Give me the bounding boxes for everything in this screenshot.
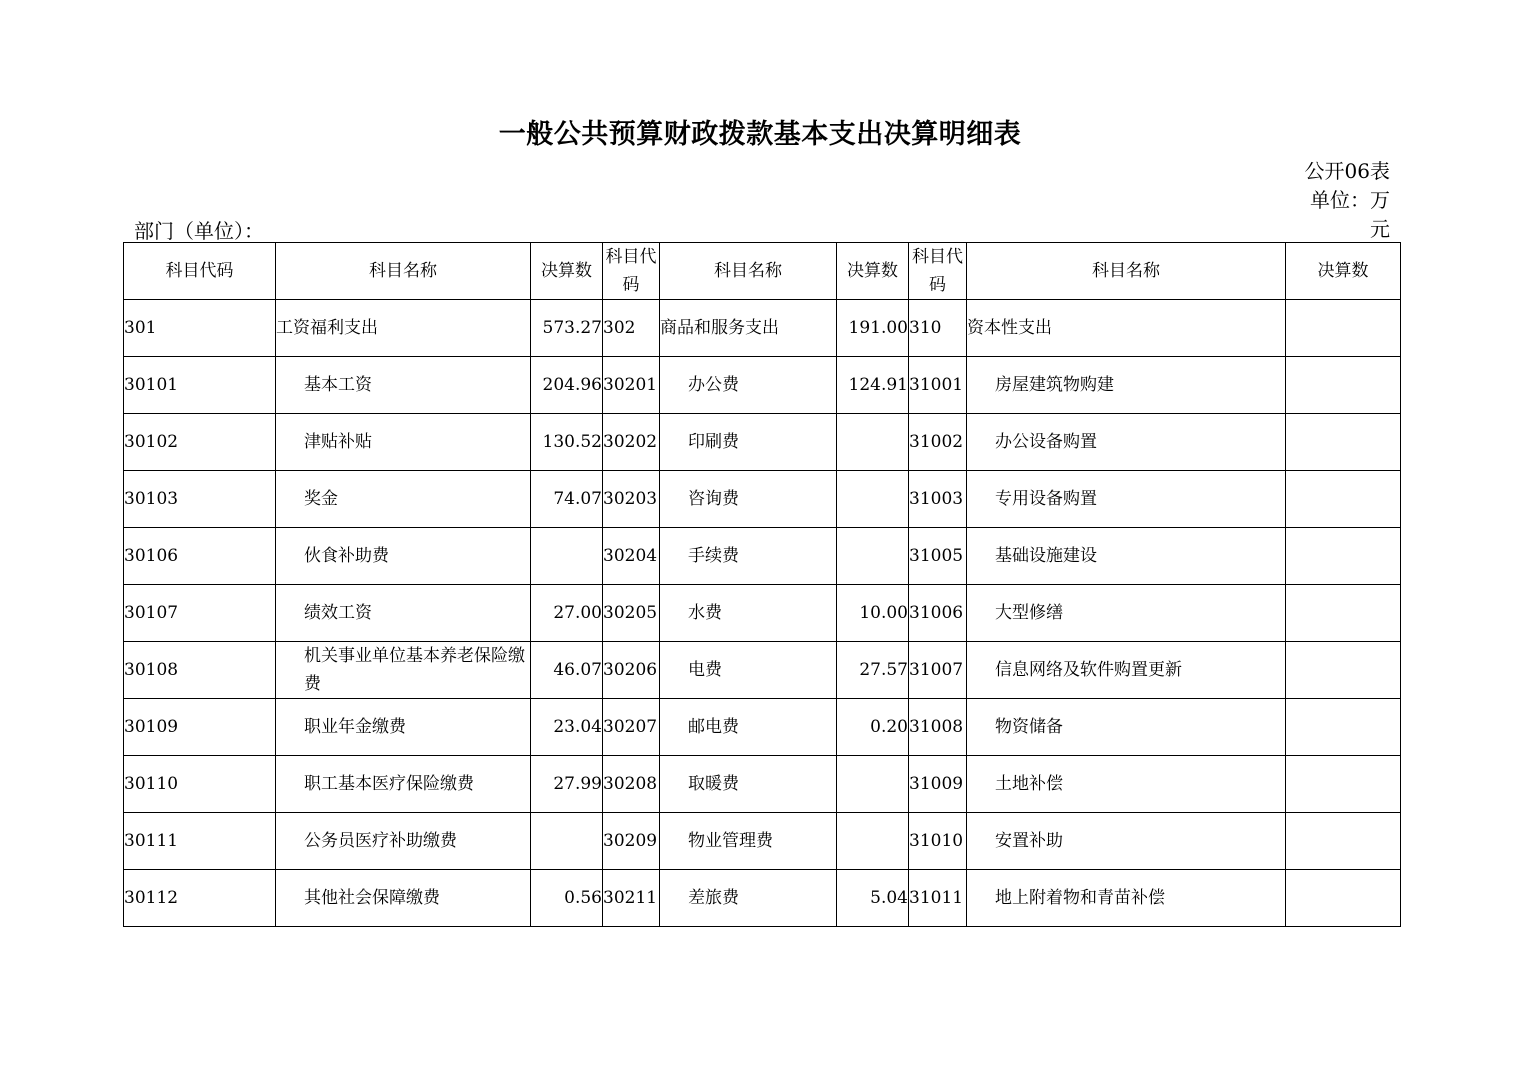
header-code: 科目代码 [124, 243, 276, 300]
cell-code: 30106 [124, 528, 276, 585]
cell-amount-3 [1286, 414, 1401, 471]
cell-amount-2: 191.00 [837, 300, 909, 357]
cell-amount-3 [1286, 300, 1401, 357]
cell-code-3: 31009 [909, 756, 967, 813]
header-name-2: 科目名称 [660, 243, 837, 300]
cell-code-2: 30203 [603, 471, 660, 528]
cell-name: 津贴补贴 [276, 414, 531, 471]
header-name: 科目名称 [276, 243, 531, 300]
cell-name: 公务员医疗补助缴费 [276, 813, 531, 870]
cell-amount-3 [1286, 642, 1401, 699]
cell-name-3: 资本性支出 [967, 300, 1286, 357]
table-row [124, 414, 1401, 471]
header-amount: 决算数 [531, 243, 603, 300]
expenditure-table [123, 242, 1401, 927]
cell-amount-2: 124.91 [837, 357, 909, 414]
cell-amount: 130.52 [531, 414, 603, 471]
table-row [124, 528, 1401, 585]
table-row [124, 357, 1401, 414]
cell-amount-2: 27.57 [837, 642, 909, 699]
cell-code-2: 30206 [603, 642, 660, 699]
cell-code-3: 31003 [909, 471, 967, 528]
cell-code: 30110 [124, 756, 276, 813]
cell-name: 基本工资 [276, 357, 531, 414]
cell-amount-2: 10.00 [837, 585, 909, 642]
cell-name-3: 物资储备 [967, 699, 1286, 756]
header-amount-2: 决算数 [837, 243, 909, 300]
table-row [124, 870, 1401, 927]
cell-name-3: 地上附着物和青苗补偿 [967, 870, 1286, 927]
cell-amount-3 [1286, 870, 1401, 927]
cell-code-2: 30211 [603, 870, 660, 927]
table-row [124, 699, 1401, 756]
cell-amount-3 [1286, 813, 1401, 870]
cell-code-3: 31011 [909, 870, 967, 927]
cell-code-2: 30204 [603, 528, 660, 585]
cell-code-2: 30202 [603, 414, 660, 471]
cell-code-2: 30201 [603, 357, 660, 414]
cell-amount-2 [837, 471, 909, 528]
cell-name-2: 手续费 [660, 528, 837, 585]
cell-amount: 46.07 [531, 642, 603, 699]
cell-name: 机关事业单位基本养老保险缴费 [276, 642, 531, 699]
cell-code-3: 31002 [909, 414, 967, 471]
cell-code: 30103 [124, 471, 276, 528]
cell-name: 伙食补助费 [276, 528, 531, 585]
cell-code: 30111 [124, 813, 276, 870]
cell-name-3: 基础设施建设 [967, 528, 1286, 585]
cell-name-2: 商品和服务支出 [660, 300, 837, 357]
page-title: 一般公共预算财政拨款基本支出决算明细表 [498, 119, 1022, 150]
header-amount-3: 决算数 [1286, 243, 1401, 300]
cell-code-3: 31005 [909, 528, 967, 585]
header-notes [1280, 157, 1390, 244]
cell-code: 30108 [124, 642, 276, 699]
cell-code-3: 31007 [909, 642, 967, 699]
cell-name-3: 安置补助 [967, 813, 1286, 870]
cell-name-2: 差旅费 [660, 870, 837, 927]
header-code-2: 科目代码 [603, 243, 660, 300]
cell-name-2: 水费 [660, 585, 837, 642]
cell-amount: 204.96 [531, 357, 603, 414]
cell-name-2: 邮电费 [660, 699, 837, 756]
cell-name-3: 办公设备购置 [967, 414, 1286, 471]
cell-name-3: 信息网络及软件购置更新 [967, 642, 1286, 699]
cell-amount-3 [1286, 756, 1401, 813]
cell-code-2: 30209 [603, 813, 660, 870]
cell-code-2: 30208 [603, 756, 660, 813]
cell-name: 职工基本医疗保险缴费 [276, 756, 531, 813]
cell-amount [531, 813, 603, 870]
cell-code-3: 31008 [909, 699, 967, 756]
cell-name-2: 印刷费 [660, 414, 837, 471]
cell-name: 职业年金缴费 [276, 699, 531, 756]
table-body [124, 300, 1401, 927]
table-row [124, 471, 1401, 528]
cell-amount: 23.04 [531, 699, 603, 756]
cell-code-2: 302 [603, 300, 660, 357]
cell-code-3: 31010 [909, 813, 967, 870]
cell-name: 工资福利支出 [276, 300, 531, 357]
cell-name-3: 房屋建筑物购建 [967, 357, 1286, 414]
cell-code: 30107 [124, 585, 276, 642]
cell-name-2: 物业管理费 [660, 813, 837, 870]
cell-amount-2: 0.20 [837, 699, 909, 756]
cell-name-2: 办公费 [660, 357, 837, 414]
cell-code-2: 30207 [603, 699, 660, 756]
unit-label: 单位：万元 [1310, 188, 1390, 241]
table-header-row [124, 243, 1401, 300]
cell-code-3: 31006 [909, 585, 967, 642]
cell-code: 30102 [124, 414, 276, 471]
header-name-3: 科目名称 [967, 243, 1286, 300]
cell-code-2: 30205 [603, 585, 660, 642]
header-code-3: 科目代码 [909, 243, 967, 300]
cell-amount: 27.99 [531, 756, 603, 813]
cell-code: 301 [124, 300, 276, 357]
cell-name-3: 专用设备购置 [967, 471, 1286, 528]
cell-name: 绩效工资 [276, 585, 531, 642]
cell-amount-2 [837, 756, 909, 813]
cell-code: 30112 [124, 870, 276, 927]
table-row [124, 585, 1401, 642]
cell-name-3: 大型修缮 [967, 585, 1286, 642]
cell-name: 奖金 [276, 471, 531, 528]
cell-name-2: 取暖费 [660, 756, 837, 813]
cell-name-3: 土地补偿 [967, 756, 1286, 813]
cell-amount-2: 5.04 [837, 870, 909, 927]
cell-amount: 74.07 [531, 471, 603, 528]
cell-amount: 0.56 [531, 870, 603, 927]
cell-name: 其他社会保障缴费 [276, 870, 531, 927]
department-label: 部门（单位）： [134, 219, 264, 243]
cell-amount-3 [1286, 471, 1401, 528]
cell-amount: 27.00 [531, 585, 603, 642]
cell-code: 30109 [124, 699, 276, 756]
cell-amount-2 [837, 414, 909, 471]
cell-amount-3 [1286, 357, 1401, 414]
form-number: 公开06表 [1304, 159, 1390, 183]
cell-amount [531, 528, 603, 585]
cell-name-2: 电费 [660, 642, 837, 699]
cell-amount-2 [837, 528, 909, 585]
cell-amount-3 [1286, 528, 1401, 585]
cell-amount: 573.27 [531, 300, 603, 357]
cell-amount-3 [1286, 585, 1401, 642]
cell-name-2: 咨询费 [660, 471, 837, 528]
cell-amount-2 [837, 813, 909, 870]
cell-code-3: 31001 [909, 357, 967, 414]
table-row [124, 300, 1401, 357]
cell-code: 30101 [124, 357, 276, 414]
table-row [124, 756, 1401, 813]
cell-amount-3 [1286, 699, 1401, 756]
cell-code-3: 310 [909, 300, 967, 357]
table-row [124, 642, 1401, 699]
table-row [124, 813, 1401, 870]
